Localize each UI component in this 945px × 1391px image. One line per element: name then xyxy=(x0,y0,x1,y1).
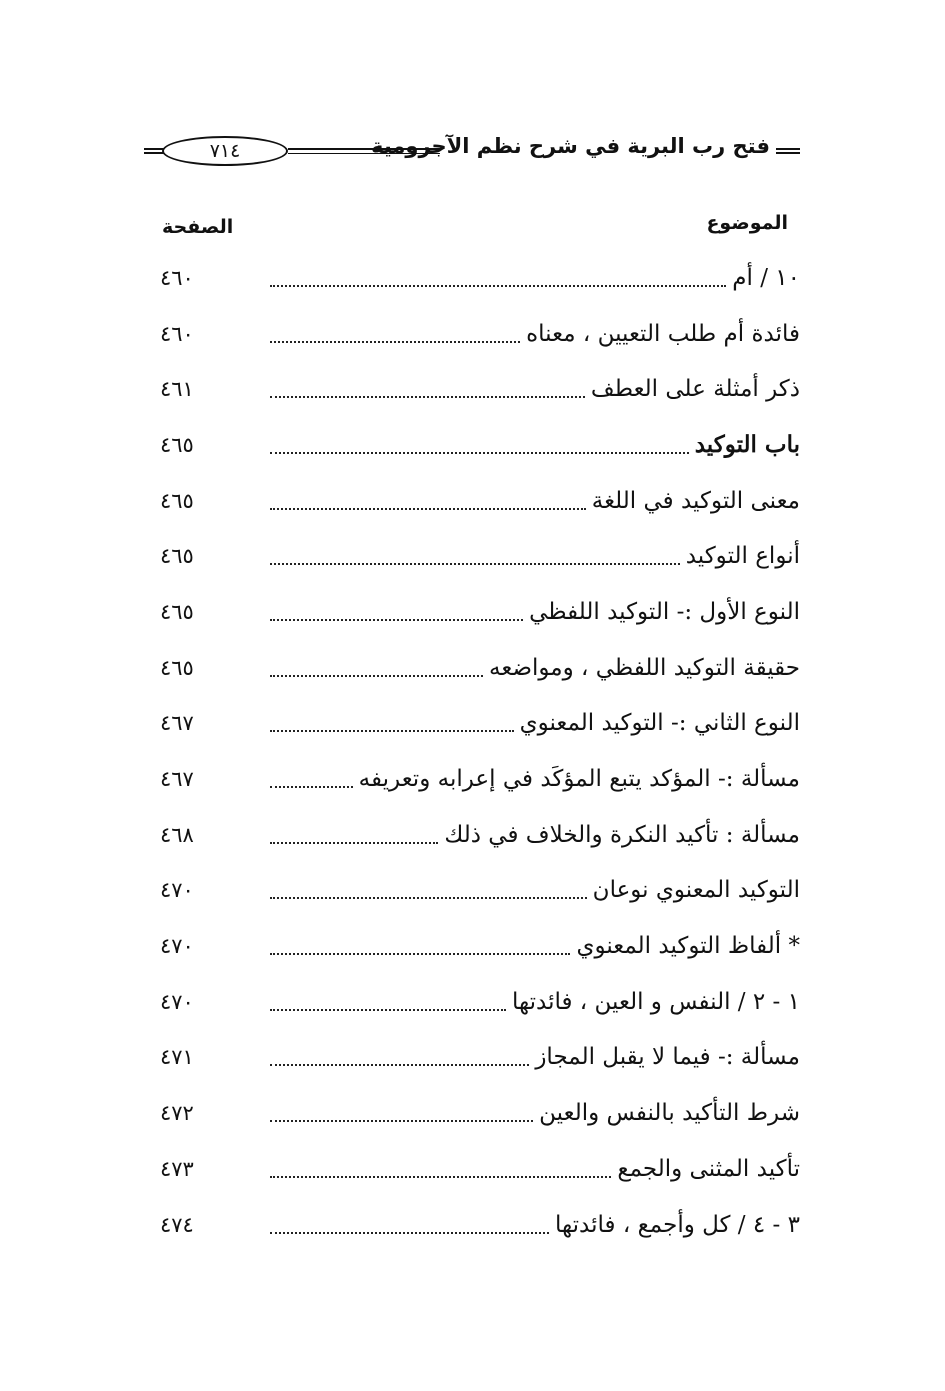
toc-entry-title: باب التوكيد xyxy=(694,431,800,459)
column-headings xyxy=(162,208,788,244)
topic-column-heading: الموضوع xyxy=(706,212,788,234)
dot-leader xyxy=(270,953,570,955)
toc-entry-title: * ألفاظ التوكيد المعنوي xyxy=(576,933,800,960)
running-header xyxy=(150,130,800,180)
toc-entry-title: ذكر أمثلة على العطف xyxy=(590,376,800,403)
toc-entry xyxy=(160,1085,800,1141)
page-column-heading: الصفحة xyxy=(162,216,234,238)
header-ornament-right xyxy=(776,148,800,154)
toc-entry xyxy=(160,807,800,863)
toc-entry-title: مسألة :- فيما لا يقبل المجاز xyxy=(535,1044,800,1071)
page-number-oval xyxy=(162,136,288,166)
toc-entry-page: ٤٧٢ xyxy=(160,1101,194,1126)
dot-leader xyxy=(270,730,514,732)
toc-entry-title: التوكيد المعنوي نوعان xyxy=(592,877,800,904)
toc-entry-page: ٤٦٥ xyxy=(160,488,194,513)
toc-entry-page: ٤٦٥ xyxy=(160,599,194,624)
toc-entry xyxy=(160,974,800,1030)
toc-entry-title: النوع الأول :- التوكيد اللفظي xyxy=(529,598,800,625)
toc-entry-page: ٤٧٤ xyxy=(160,1212,194,1237)
dot-leader xyxy=(270,1120,533,1122)
dot-leader xyxy=(270,452,689,454)
toc-entry-title: فائدة أم طلب التعيين ، معناه xyxy=(526,320,800,347)
toc-entry xyxy=(160,1030,800,1086)
dot-leader xyxy=(270,396,585,398)
toc-entry xyxy=(160,918,800,974)
toc-entry xyxy=(160,751,800,807)
page-number: ٧١٤ xyxy=(209,140,241,162)
toc-entry xyxy=(160,473,800,529)
toc-entry-page: ٤٧١ xyxy=(160,1045,194,1070)
toc-entry xyxy=(160,863,800,919)
dot-leader xyxy=(270,563,680,565)
toc-entry-page: ٤٦٧ xyxy=(160,711,194,736)
header-rule xyxy=(288,148,440,154)
toc-entry xyxy=(160,417,800,473)
toc-entry xyxy=(160,528,800,584)
toc-entry xyxy=(160,584,800,640)
header-ornament-left xyxy=(144,148,164,154)
toc-entry-title: مسألة :- المؤكد يتبع المؤكَد في إعرابه وتعريفه xyxy=(358,766,800,793)
toc-entries xyxy=(160,250,800,1252)
dot-leader xyxy=(270,675,483,677)
toc-entry-title: ١٠ / أم xyxy=(732,264,800,291)
toc-entry-page: ٤٧٠ xyxy=(160,934,194,959)
toc-entry-title: تأكيد المثنى والجمع xyxy=(617,1155,800,1182)
toc-entry-title: حقيقة التوكيد اللفظي ، ومواضعه xyxy=(489,654,800,681)
toc-entry xyxy=(160,306,800,362)
toc-entry-title: شرط التأكيد بالنفس والعين xyxy=(539,1100,800,1127)
toc-entry xyxy=(160,696,800,752)
toc-entry-page: ٤٦٥ xyxy=(160,655,194,680)
toc-entry xyxy=(160,640,800,696)
toc-entry-title: معنى التوكيد في اللغة xyxy=(591,487,800,514)
toc-entry-page: ٤٧٠ xyxy=(160,989,194,1014)
toc-entry-page: ٤٦٧ xyxy=(160,767,194,792)
toc-entry xyxy=(160,250,800,306)
toc-entry-title: أنواع التوكيد xyxy=(685,543,800,570)
toc-entry-page: ٤٧٣ xyxy=(160,1156,194,1181)
toc-entry-page: ٤٦٥ xyxy=(160,432,194,457)
dot-leader xyxy=(270,1176,611,1178)
toc-entry-title: ٣ - ٤ / كل وأجمع ، فائدتها xyxy=(555,1211,800,1238)
book-title: فتح رب البرية في شرح نظم الآجرومية xyxy=(371,134,770,158)
toc-entry-title: مسألة : تأكيد النكرة والخلاف في ذلك xyxy=(444,821,800,848)
toc-entry xyxy=(160,1197,800,1253)
toc-entry-title: ١ - ٢ / النفس و العين ، فائدتها xyxy=(512,988,800,1015)
toc-entry-page: ٤٦٥ xyxy=(160,544,194,569)
toc-entry xyxy=(160,361,800,417)
toc-entry-page: ٤٦٠ xyxy=(160,265,194,290)
toc-entry-page: ٤٦٠ xyxy=(160,321,194,346)
dot-leader xyxy=(270,842,438,844)
dot-leader xyxy=(270,1064,529,1066)
dot-leader xyxy=(270,341,520,343)
toc-entry xyxy=(160,1141,800,1197)
toc-entry-page: ٤٦١ xyxy=(160,377,194,402)
dot-leader xyxy=(270,897,587,899)
dot-leader xyxy=(270,1009,506,1011)
toc-entry-title: النوع الثاني :- التوكيد المعنوي xyxy=(519,710,800,737)
dot-leader xyxy=(270,508,586,510)
dot-leader xyxy=(270,619,523,621)
toc-entry-page: ٤٧٠ xyxy=(160,878,194,903)
dot-leader xyxy=(270,285,726,287)
toc-entry-page: ٤٦٨ xyxy=(160,822,194,847)
dot-leader xyxy=(270,786,353,788)
dot-leader xyxy=(270,1232,549,1234)
